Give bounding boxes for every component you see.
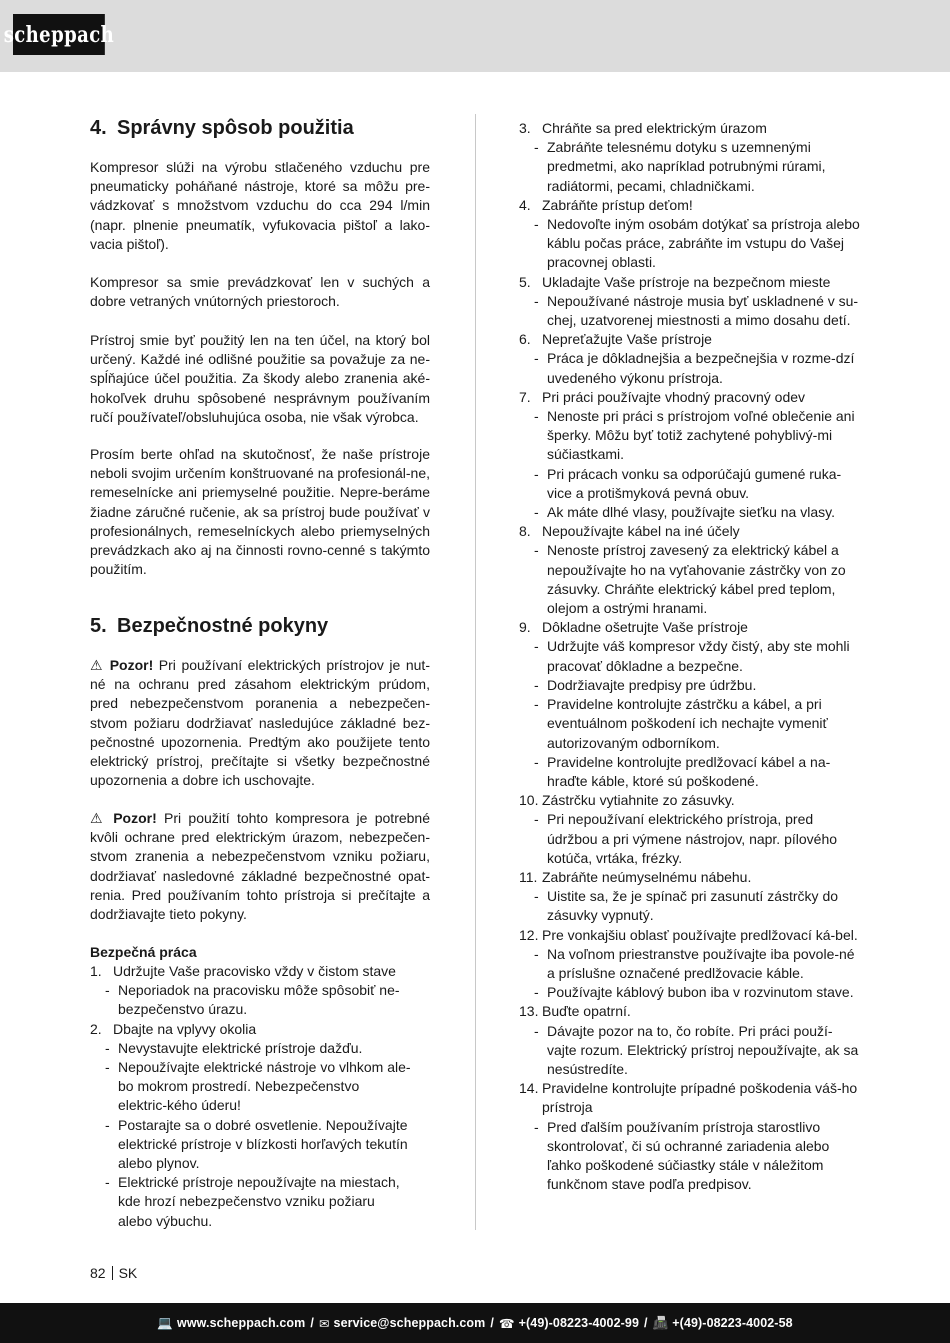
section-title: Bezpečnostné pokyny: [117, 615, 329, 637]
list-item: 2. Dbajte na vplyvy okolia: [90, 1020, 257, 1037]
paragraph: Kompresor sa smie prevádzkovať len v suchých a dobre vetraných vnútorných priestoroch.: [90, 274, 430, 310]
list-item: 5. Ukladajte Vaše prístroje na bezpečnom mieste: [519, 273, 831, 290]
warning-word: Pozor!: [109, 657, 154, 673]
subheading: Bezpečná práca: [90, 944, 197, 960]
website-link[interactable]: www.scheppach.com: [177, 1316, 306, 1330]
section-4-heading: [90, 116, 354, 140]
safety-list-left: [90, 962, 412, 1231]
section-number: 5.: [90, 615, 107, 637]
list-bullet: - Nepoužívané nástroje musia byť uskladnené v su-chej, uzatvorenej miestnosti a mimo dosahu detí.: [534, 292, 859, 329]
warning-text: Pri použití tohto kompresora je potrebné kvôli ochrane pred elektrickým úrazom, nebezpečen-stvom zranenia a nebezpečenstvom vzniku požiaru, dodržiavať nasledovné základné bezpečnostné opat-renia. Pred používaním tohto prístroja si prečítajte a dodržiavajte tieto pokyny.: [90, 810, 430, 923]
page-number: 82: [90, 1265, 106, 1281]
warning-triangle-icon: ⚠: [90, 810, 106, 826]
fax-icon: 📠: [652, 1315, 669, 1330]
list-item: 3. Chráňte sa pred elektrickým úrazom: [519, 120, 767, 136]
list-bullet: - Postarajte sa o dobré osvetlenie. Nepoužívajte elektrické prístroje v blízkosti horľavých tekutín alebo plynov.: [105, 1116, 408, 1172]
list-bullet: - Pri nepoužívaní elektrického prístroja, pred údržbou a pri výmene nástrojov, napr. pílového kotúča, vrtáka, frézky.: [534, 811, 838, 866]
list-bullet: - Práca je dôkladnejšia a bezpečnejšia v rozme-dzí uvedeného výkonu prístroja.: [534, 350, 855, 386]
list-bullet: - Pri prácach vonku sa odporúčajú gumené ruka-vice a protišmyková pevná obuv.: [534, 465, 842, 501]
list-item: 1. Udržujte Vaše pracovisko vždy v čistom stave: [90, 963, 396, 979]
phone-number: +(49)-08223-4002-99: [518, 1316, 640, 1330]
list-bullet: - Nevystavujte elektrické prístroje dažďu.: [105, 1039, 363, 1056]
warning-paragraph: [90, 656, 430, 790]
header-band: [0, 0, 950, 72]
list-item: 6. Nepreťažujte Vaše prístroje: [519, 331, 712, 348]
contact-footer-band: 💻 www.scheppach.com / ✉ service@scheppach.com / ☎ +(49)-08223-4002-99 / 📠 +(49)-08223-4002-58: [0, 1303, 950, 1343]
list-item: 8. Nepoužívajte kábel na iné účely: [519, 523, 740, 540]
list-item: 13. Buďte opatrní.: [519, 1003, 631, 1020]
footer-divider: [112, 1266, 113, 1280]
list-item: 9. Dôkladne ošetrujte Vaše prístroje: [519, 619, 748, 636]
list-bullet: - Nepoužívajte elektrické nástroje vo vlhkom ale-bo mokrom prostredí. Nebezpečenstvo elektric-kého úderu!: [105, 1059, 411, 1114]
list-bullet: - Ak máte dlhé vlasy, používajte sieťku na vlasy.: [534, 504, 835, 521]
page-number-footer: [90, 1264, 137, 1282]
list-bullet: - Dodržiavajte predpisy pre údržbu.: [534, 676, 757, 693]
list-bullet: - Uistite sa, že je spínač pri zasunutí zástrčky do zásuvky vypnutý.: [534, 888, 839, 924]
list-item: 10. Zástrčku vytiahnite zo zásuvky.: [519, 792, 735, 809]
list-bullet: - Pravidelne kontrolujte zástrčku a kábel, a pri eventuálnom poškodení ich nechajte vymeniť autorizovaným odborníkom.: [534, 696, 828, 751]
list-bullet: - Zabráňte telesnému dotyku s uzemnenými predmetmi, ako napríklad potrubnými rúrami, radiátormi, pecami, chladničkami.: [534, 139, 826, 194]
list-item: 4. Zabráňte prístup deťom!: [519, 196, 693, 213]
list-bullet: - Elektrické prístroje nepoužívajte na miestach, kde hrozí nebezpečenstvo vzniku požiaru alebo výbuchu.: [105, 1174, 400, 1229]
language-code: SK: [118, 1265, 138, 1281]
list-bullet: - Udržujte váš kompresor vždy čistý, aby ste mohli pracovať dôkladne a bezpečne.: [534, 638, 850, 674]
column-divider: [475, 114, 476, 1230]
list-bullet: - Nenoste pri práci s prístrojom voľné oblečenie ani šperky. Môžu byť totiž zachytené pohyblivý-mi súčiastkami.: [534, 408, 855, 463]
safety-list-right: [519, 119, 860, 1194]
warning-paragraph: [90, 809, 430, 924]
phone-icon: ☎: [498, 1316, 515, 1331]
list-bullet: - Nedovoľte iným osobám dotýkať sa prístroja alebo káblu počas práce, zabráňte im vstupu do Vašej pracovnej oblasti.: [534, 216, 860, 271]
list-bullet: - Neporiadok na pracovisku môže spôsobiť ne-bezpečenstvo úrazu.: [105, 982, 400, 1018]
paragraph: Prístroj smie byť použitý len na ten účel, na ktorý bol určený. Každé iné odlišné použitie sa považuje za ne-spĺňajúce účel použitia. Za škody alebo zranenia aké-hokoľvek druhu spôsobené nesprávnym používaním ručí používateľ/obsluhujúca osoba, nie však výrobca.: [90, 332, 430, 425]
paragraph: Prosím berte ohľad na skutočnosť, že naše prístroje neboli svojim určením konštruované na profesionál-ne, remeselnícke ani priemyselné použitie. Nepre-beráme žiadne záručné ručenie, ak sa prístroj bude používať v profesionálnych, remeselníckych alebo priemyselných prevádzkach ako aj na činnosti rovno-cenné s takýmto použitím.: [90, 446, 430, 578]
list-item: 11. Zabráňte neúmyselnému nábehu.: [519, 868, 752, 885]
list-bullet: - Používajte káblový bubon iba v rozvinutom stave.: [534, 984, 854, 1001]
fax-number: +(49)-08223-4002-58: [672, 1316, 793, 1330]
section-title: Správny spôsob použitia: [117, 117, 354, 139]
warning-word: Pozor!: [113, 810, 157, 826]
paragraph: Kompresor slúži na výrobu stlačeného vzduchu pre pneumaticky poháňané nástroje, ktoré sa môžu pre-vádzkovať s množstvom vzduchu do cca 294 l/min (napr. plnenie pneumatík, vyfukovacia pištoľ a lako-vacia pištoľ).: [90, 159, 430, 252]
list-bullet: - Dávajte pozor na to, čo robíte. Pri práci použí-vajte rozum. Elektrický prístroj nepoužívajte, ak sa nesústredíte.: [534, 1022, 859, 1077]
list-item: 14. Pravidelne kontrolujte prípadné poškodenia váš-ho prístroja: [519, 1080, 858, 1116]
section-number: 4.: [90, 117, 107, 139]
section-5-heading: [90, 614, 328, 638]
list-bullet: - Nenoste prístroj zavesený za elektrický kábel a nepoužívajte ho na vyťahovanie zástrčky von zo zásuvky. Chráňte elektrický kábel pred teplom, olejom a ostrými hranami.: [534, 542, 846, 617]
warning-triangle-icon: ⚠: [90, 657, 105, 673]
mail-icon: ✉: [318, 1316, 330, 1331]
computer-icon: 💻: [157, 1315, 173, 1330]
list-item: 7. Pri práci používajte vhodný pracovný odev: [519, 388, 806, 405]
list-bullet: - Pravidelne kontrolujte predlžovací kábel a na-hraďte káble, ktoré sú poškodené.: [534, 753, 831, 789]
warning-text: Pri používaní elektrických prístrojov je nut-né na ochranu pred zásahom elektrickým prúdom, pred nebezpečenstvom poranenia a nebezpečen-stvom požiaru dodržiavať nasledujúce základné bez-pečnostné upozornenia. Predtým ako použijete tento elektrický prístroj, prečítajte si všetky bezpečnostné upozornenia a dobre ich uschovajte.: [90, 657, 430, 789]
list-item: 12. Pre vonkajšiu oblasť používajte predlžovací ká-bel.: [519, 926, 858, 943]
scheppach-logo: scheppach: [13, 14, 105, 55]
email-link[interactable]: service@scheppach.com: [333, 1316, 486, 1330]
list-bullet: - Pred ďalším používaním prístroja starostlivo skontrolovať, či sú ochranné zariadenia alebo ľahko poškodené súčiastky stále v náležitom funkčnom stave podľa predpisov.: [534, 1118, 830, 1193]
list-bullet: - Na voľnom priestranstve používajte iba povole-né a príslušne označené predlžovacie káble.: [534, 945, 855, 981]
